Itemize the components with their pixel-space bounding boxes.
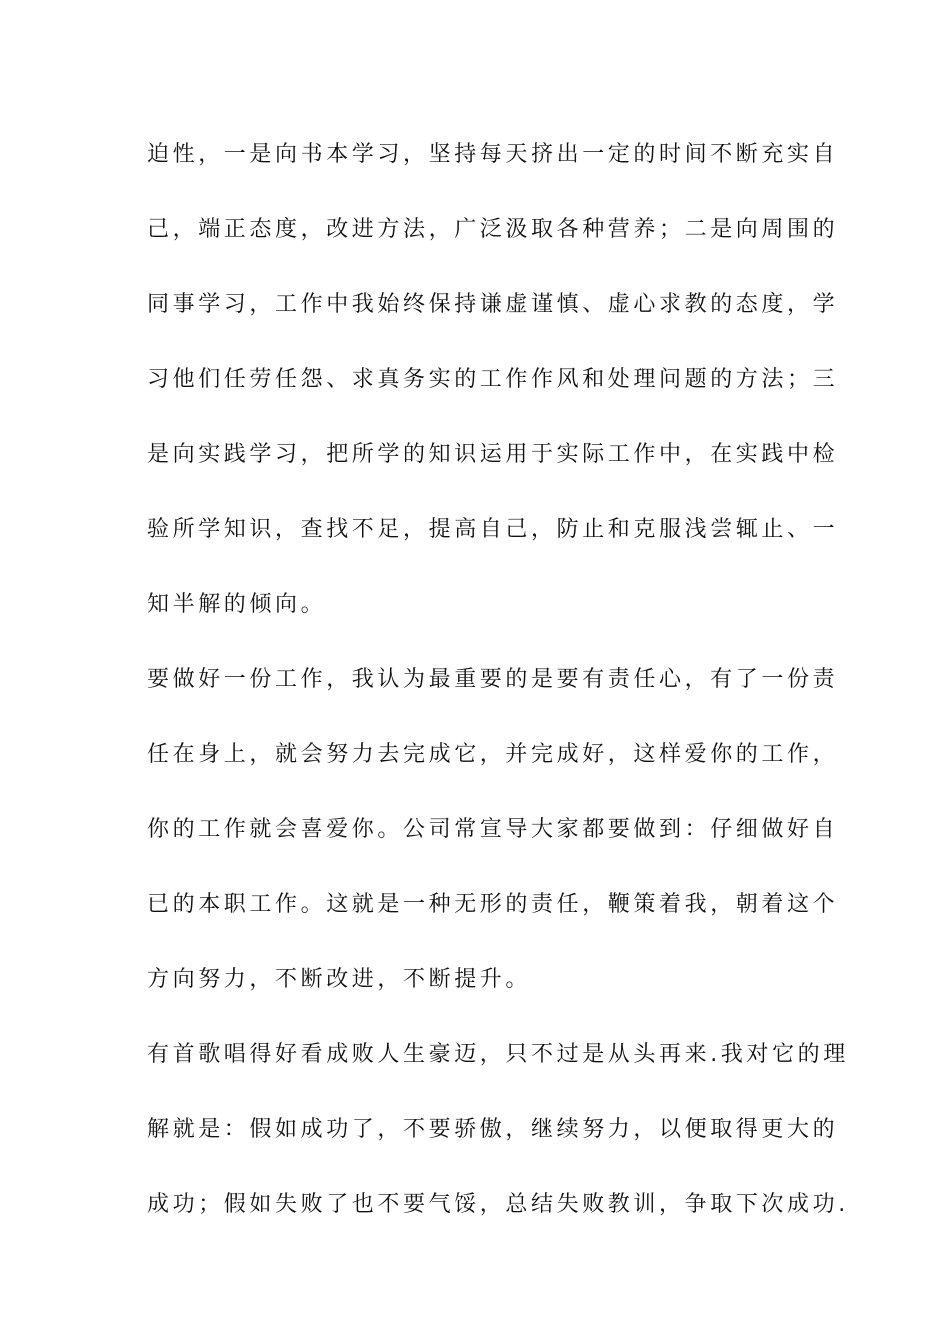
text-line: 已的本职工作。这就是一种无形的责任，鞭策着我，朝着这个 bbox=[147, 892, 839, 917]
text-line: 验所学知识，查找不足，提高自己，防止和克服浅尝辄止、一 bbox=[147, 517, 839, 542]
text-line: 解就是：假如成功了，不要骄傲，继续努力，以便取得更大的 bbox=[147, 1117, 839, 1142]
text-line: 迫性，一是向书本学习，坚持每天挤出一定的时间不断充实自 bbox=[147, 142, 839, 167]
text-line: 己，端正态度，改进方法，广泛汲取各种营养；二是向周围的 bbox=[147, 217, 839, 242]
text-line: 习他们任劳任怨、求真务实的工作作风和处理问题的方法；三 bbox=[147, 367, 839, 392]
text-line: 同事学习，工作中我始终保持谦虚谨慎、虚心求教的态度，学 bbox=[147, 292, 839, 317]
text-line: 知半解的倾向。 bbox=[147, 592, 327, 617]
text-line: 方向努力，不断改进，不断提升。 bbox=[147, 967, 532, 992]
text-line: 任在身上，就会努力去完成它，并完成好，这样爱你的工作， bbox=[147, 742, 839, 767]
text-line: 有首歌唱得好看成败人生豪迈，只不过是从头再来.我对它的理 bbox=[147, 1042, 849, 1067]
text-line: 要做好一份工作，我认为最重要的是要有责任心，有了一份责 bbox=[147, 667, 839, 692]
text-line: 你的工作就会喜爱你。公司常宣导大家都要做到：仔细做好自 bbox=[147, 817, 839, 842]
body-text bbox=[147, 131, 849, 1256]
text-line: 是向实践学习，把所学的知识运用于实际工作中，在实践中检 bbox=[147, 442, 839, 467]
text-line: 成功；假如失败了也不要气馁，总结失败教训，争取下次成功. bbox=[147, 1192, 849, 1217]
